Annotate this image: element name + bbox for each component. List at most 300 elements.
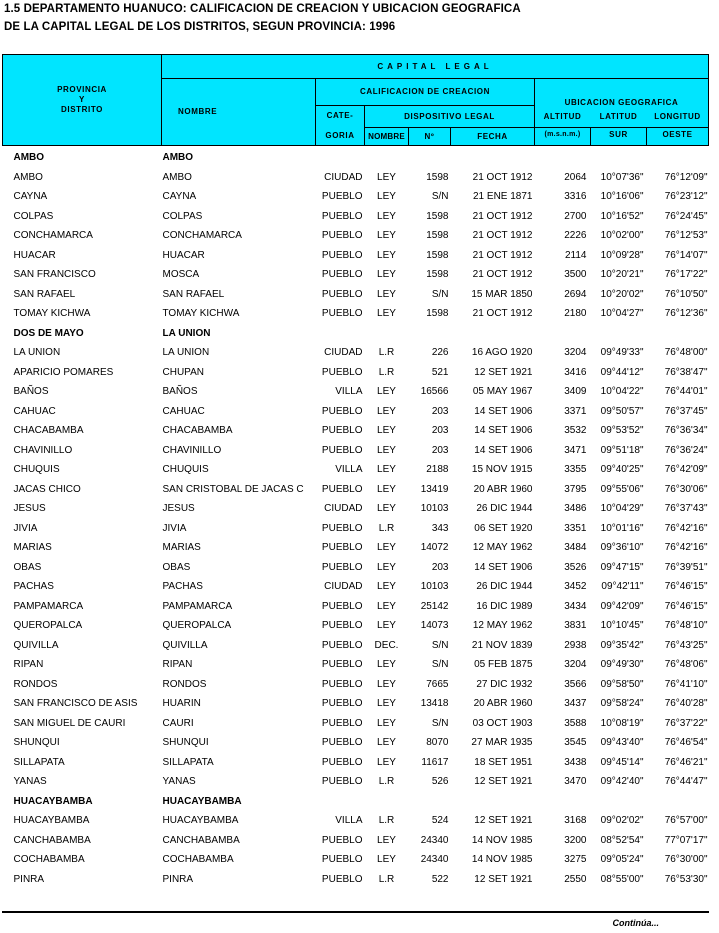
cell-dispositivo: LEY xyxy=(377,854,396,865)
cell-longitud xyxy=(647,324,709,344)
cell-altitud: 3545 xyxy=(564,737,587,748)
cell-provincia: JIVIA xyxy=(13,522,38,534)
cell-nombre: YANAS xyxy=(162,776,196,787)
cell-longitud: 76°23'12" xyxy=(664,191,708,202)
cell-numero: S/N xyxy=(431,639,449,651)
cell-latitud: 09°42'11" xyxy=(601,581,644,592)
table-row xyxy=(3,499,709,519)
header-categoria xyxy=(316,106,365,146)
table-row xyxy=(3,558,709,578)
cell-numero: 203 xyxy=(431,405,449,417)
cell-dispositivo: LEY xyxy=(377,483,396,495)
cell-provincia: CONCHAMARCA xyxy=(13,230,93,241)
cell-latitud: 09°36'10" xyxy=(600,542,644,553)
header-altitud xyxy=(535,112,591,146)
cell-latitud: 10°04'29" xyxy=(600,503,644,514)
cell-numero: 524 xyxy=(431,815,449,826)
cell-latitud xyxy=(591,324,647,344)
cell-longitud: 76°24'45" xyxy=(664,210,708,222)
cell-nombre: TOMAY KICHWA xyxy=(162,308,240,319)
cell-provincia: AMBO xyxy=(13,171,43,183)
table-row xyxy=(3,616,709,636)
table-row xyxy=(3,597,709,617)
header-dispositivo: DISPOSITIVO LEGAL xyxy=(365,106,535,128)
cell-fecha: 03 OCT 1903 xyxy=(472,717,533,729)
cell-latitud: 09°53'52" xyxy=(600,425,644,436)
cell-nombre: HUACAYBAMBA xyxy=(162,815,239,826)
table-row xyxy=(3,207,709,227)
cell-numero xyxy=(409,792,451,812)
cell-numero: S/N xyxy=(431,191,449,202)
cell-categoria: PUEBLO xyxy=(321,269,363,280)
cell-nombre: CHUQUIS xyxy=(162,464,209,475)
cell-categoria: PUEBLO xyxy=(321,230,363,241)
cell-longitud: 76°12'36" xyxy=(664,308,708,319)
table-row xyxy=(3,811,709,831)
cell-numero: 2188 xyxy=(426,464,449,475)
cell-longitud: 76°42'16" xyxy=(664,522,708,534)
cell-longitud: 76°42'09" xyxy=(664,464,708,475)
cell-longitud: 76°37'43" xyxy=(664,503,708,514)
cell-nombre: AMBO xyxy=(162,152,194,163)
cell-altitud: 3484 xyxy=(564,542,587,553)
cell-latitud: 09°42'09" xyxy=(600,600,644,612)
cell-nombre: OBAS xyxy=(162,561,191,573)
cell-altitud: 3416 xyxy=(564,366,587,378)
cell-fecha: 14 SET 1906 xyxy=(474,425,533,436)
cell-numero: 7665 xyxy=(426,678,449,690)
cell-categoria: PUEBLO xyxy=(321,737,363,748)
header-distrito-label: DISTRITO xyxy=(61,105,103,114)
cell-fecha: 12 MAY 1962 xyxy=(472,620,533,631)
cell-latitud: 09°55'06" xyxy=(600,483,644,495)
cell-fecha: 12 MAY 1962 xyxy=(472,542,533,553)
header-latitud xyxy=(591,112,647,146)
table-row xyxy=(3,285,709,305)
cell-latitud: 09°58'24" xyxy=(600,698,644,709)
cell-categoria: PUEBLO xyxy=(321,834,363,846)
cell-dispositivo: LEY xyxy=(377,171,396,183)
cell-provincia: COCHABAMBA xyxy=(13,854,85,865)
cell-altitud xyxy=(535,792,591,812)
cell-numero: 24340 xyxy=(420,854,449,865)
cell-fecha: 21 OCT 1912 xyxy=(472,269,533,280)
cell-longitud: 76°12'09" xyxy=(664,171,708,183)
cell-fecha: 14 SET 1906 xyxy=(474,444,533,456)
header-altitud-label: ALTITUD xyxy=(543,112,582,121)
table-row xyxy=(3,577,709,597)
cell-altitud: 3371 xyxy=(564,405,587,417)
cell-longitud: 76°48'06" xyxy=(664,659,708,670)
cell-latitud: 09°05'24" xyxy=(600,854,644,865)
cell-longitud: 76°48'00" xyxy=(664,347,708,358)
cell-dispositivo: LEY xyxy=(377,405,396,417)
continua-note: Continúa... xyxy=(612,918,659,928)
cell-fecha: 18 SET 1951 xyxy=(474,756,533,768)
header-col-numero: Nº xyxy=(409,128,451,146)
cell-provincia: JACAS CHICO xyxy=(13,483,81,495)
table-row xyxy=(3,246,709,266)
cell-numero: 226 xyxy=(431,347,449,358)
cell-latitud: 10°08'19" xyxy=(600,717,644,729)
cell-dispositivo xyxy=(365,324,409,344)
cell-provincia: CHUQUIS xyxy=(13,464,60,475)
cell-numero: 526 xyxy=(431,776,449,787)
cell-longitud: 76°37'45" xyxy=(664,405,708,417)
cell-provincia: AMBO xyxy=(13,152,45,163)
cell-nombre: RONDOS xyxy=(162,678,207,690)
page-title: 1.5 DEPARTAMENTO HUANUCO: CALIFICACION DE CREACION Y UBICACION GEOGRAFICA xyxy=(4,3,521,15)
cell-categoria: PUEBLO xyxy=(321,210,363,222)
header-categoria-2: GORIA xyxy=(325,130,355,140)
cell-categoria: PUEBLO xyxy=(321,620,363,631)
cell-latitud: 09°35'42" xyxy=(600,639,644,651)
cell-altitud: 3452 xyxy=(564,581,587,592)
cell-provincia: HUACAR xyxy=(13,249,56,261)
table-row xyxy=(3,538,709,558)
header-calificacion: CALIFICACION DE CREACION xyxy=(316,79,535,106)
cell-nombre: AMBO xyxy=(162,171,192,183)
header-altitud-unit: (m.s.n.m.) xyxy=(544,131,581,138)
cell-latitud: 09°58'50" xyxy=(600,678,644,690)
province-group-row xyxy=(3,146,709,168)
cell-provincia: OBAS xyxy=(13,561,42,573)
cell-dispositivo: LEY xyxy=(377,269,396,280)
cell-dispositivo: LEY xyxy=(377,230,396,241)
cell-categoria xyxy=(316,324,365,344)
cell-altitud: 3316 xyxy=(564,191,587,202)
cell-dispositivo: LEY xyxy=(377,659,396,670)
cell-dispositivo: LEY xyxy=(377,620,396,631)
cell-longitud: 76°40'28" xyxy=(664,698,708,709)
cell-categoria: PUEBLO xyxy=(321,698,363,709)
cell-numero: 1598 xyxy=(426,308,449,319)
table-row xyxy=(3,772,709,792)
cell-provincia: HUACAYBAMBA xyxy=(13,795,93,807)
cell-fecha xyxy=(451,792,535,812)
cell-longitud xyxy=(647,792,709,812)
cell-fecha: 15 NOV 1915 xyxy=(471,464,533,475)
cell-provincia: CAYNA xyxy=(13,191,48,202)
table-row xyxy=(3,265,709,285)
cell-categoria: PUEBLO xyxy=(321,249,363,261)
cell-numero xyxy=(409,146,451,168)
cell-latitud xyxy=(591,792,647,812)
header-latitud-label: LATITUD xyxy=(599,112,638,121)
cell-dispositivo: LEY xyxy=(377,678,396,690)
cell-numero: 1598 xyxy=(426,249,449,261)
cell-fecha: 14 SET 1906 xyxy=(474,561,533,573)
cell-numero xyxy=(409,324,451,344)
cell-categoria: PUEBLO xyxy=(321,756,363,768)
cell-categoria: PUEBLO xyxy=(321,366,363,378)
cell-numero: 203 xyxy=(431,425,449,436)
table-row xyxy=(3,187,709,207)
cell-nombre: SILLAPATA xyxy=(162,756,214,768)
cell-altitud: 2114 xyxy=(564,249,587,261)
cell-longitud: 76°44'47" xyxy=(664,776,708,787)
cell-numero: 16566 xyxy=(420,386,449,397)
cell-fecha: 15 MAR 1850 xyxy=(471,288,533,300)
cell-latitud: 10°16'06" xyxy=(600,191,644,202)
cell-categoria: PUEBLO xyxy=(321,522,363,534)
cell-provincia: QUIVILLA xyxy=(13,639,59,651)
cell-longitud: 76°12'53" xyxy=(664,230,708,241)
cell-dispositivo: LEY xyxy=(377,444,396,456)
cell-longitud: 76°41'10" xyxy=(664,678,708,690)
cell-categoria: PUEBLO xyxy=(321,659,363,670)
cell-dispositivo: LEY xyxy=(377,191,396,202)
table-body xyxy=(3,146,709,890)
cell-provincia: SHUNQUI xyxy=(13,737,60,748)
cell-fecha: 27 DIC 1932 xyxy=(476,678,533,690)
cell-nombre: CHUPAN xyxy=(162,366,204,378)
cell-latitud: 09°47'15" xyxy=(600,561,644,573)
cell-fecha: 21 OCT 1912 xyxy=(472,210,533,222)
cell-provincia: CHACABAMBA xyxy=(13,425,84,436)
cell-provincia: SAN RAFAEL xyxy=(13,288,76,300)
cell-categoria: PUEBLO xyxy=(321,678,363,690)
cell-dispositivo: L.R xyxy=(378,776,395,787)
cell-longitud: 76°53'30" xyxy=(664,873,708,885)
cell-altitud: 3437 xyxy=(564,698,587,709)
table-row xyxy=(3,694,709,714)
cell-categoria: PUEBLO xyxy=(321,405,363,417)
cell-nombre: BAÑOS xyxy=(162,386,198,397)
cell-numero: 522 xyxy=(431,873,449,885)
cell-fecha: 27 MAR 1935 xyxy=(471,737,533,748)
cell-provincia: SAN FRANCISCO xyxy=(13,269,96,280)
cell-categoria: VILLA xyxy=(335,464,363,475)
cell-latitud: 10°10'45" xyxy=(600,620,644,631)
cell-numero: 203 xyxy=(431,561,449,573)
cell-fecha: 16 AGO 1920 xyxy=(471,347,533,358)
table-row xyxy=(3,226,709,246)
cell-provincia: CHAVINILLO xyxy=(13,444,73,456)
cell-dispositivo: L.R xyxy=(378,815,395,826)
cell-categoria: PUEBLO xyxy=(321,561,363,573)
cell-fecha: 21 OCT 1912 xyxy=(472,308,533,319)
table-row xyxy=(3,402,709,422)
cell-nombre: PAMPAMARCA xyxy=(162,600,233,612)
cell-categoria xyxy=(316,146,365,168)
cell-fecha: 21 OCT 1912 xyxy=(472,171,533,183)
cell-nombre: QUIVILLA xyxy=(162,639,208,651)
footer-divider xyxy=(2,911,709,913)
cell-latitud: 08°52'54" xyxy=(600,834,644,846)
cell-dispositivo: LEY xyxy=(377,542,396,553)
cell-numero: 13418 xyxy=(420,698,449,709)
cell-numero: 10103 xyxy=(420,503,449,514)
cell-dispositivo: LEY xyxy=(377,288,396,300)
cell-latitud: 09°40'25" xyxy=(600,464,644,475)
cell-numero: 1598 xyxy=(426,269,449,280)
header-provincia-label: PROVINCIA xyxy=(57,85,107,94)
cell-dispositivo: LEY xyxy=(377,834,396,846)
cell-nombre: SAN RAFAEL xyxy=(162,288,225,300)
cell-nombre: HUACAYBAMBA xyxy=(162,795,242,807)
cell-latitud: 10°09'28" xyxy=(600,249,644,261)
cell-fecha: 16 DIC 1989 xyxy=(476,600,533,612)
table-row xyxy=(3,636,709,656)
table-row xyxy=(3,363,709,383)
cell-altitud: 3355 xyxy=(564,464,587,475)
cell-nombre: CHAVINILLO xyxy=(162,444,222,456)
cell-longitud: 76°14'07" xyxy=(664,249,708,261)
cell-provincia: SAN FRANCISCO DE ASIS xyxy=(13,698,138,709)
cell-categoria xyxy=(316,792,365,812)
table-row xyxy=(3,382,709,402)
cell-nombre: SHUNQUI xyxy=(162,737,209,748)
cell-nombre: SAN CRISTOBAL DE JACAS C xyxy=(162,483,304,495)
cell-dispositivo: LEY xyxy=(377,561,396,573)
cell-longitud: 76°46'15" xyxy=(664,600,708,612)
cell-longitud: 77°07'17" xyxy=(664,834,708,846)
cell-fecha: 12 SET 1921 xyxy=(474,815,533,826)
cell-provincia: PINRA xyxy=(13,873,45,885)
cell-longitud: 76°43'25" xyxy=(664,639,708,651)
cell-altitud: 3500 xyxy=(564,269,587,280)
cell-numero: 14073 xyxy=(420,620,449,631)
cell-altitud: 2550 xyxy=(564,873,587,885)
cell-latitud: 09°44'12" xyxy=(600,366,644,378)
table-row xyxy=(3,519,709,539)
cell-nombre: HUACAR xyxy=(162,249,205,261)
cell-nombre: CHACABAMBA xyxy=(162,425,233,436)
cell-numero: 8070 xyxy=(426,737,449,748)
cell-numero: 203 xyxy=(431,444,449,456)
table-row xyxy=(3,460,709,480)
cell-fecha: 21 ENE 1871 xyxy=(473,191,533,202)
cell-longitud: 76°10'50" xyxy=(664,288,708,300)
cell-altitud: 2700 xyxy=(564,210,587,222)
cell-nombre: CAURI xyxy=(162,717,194,729)
cell-nombre: JESUS xyxy=(162,503,195,514)
cell-altitud: 2064 xyxy=(564,171,587,183)
cell-longitud: 76°46'15" xyxy=(664,581,708,592)
cell-longitud: 76°36'34" xyxy=(664,425,708,436)
cell-altitud: 3409 xyxy=(564,386,587,397)
table-row xyxy=(3,480,709,500)
cell-nombre: CAHUAC xyxy=(162,405,205,417)
cell-nombre: RIPAN xyxy=(162,659,193,670)
cell-nombre: PACHAS xyxy=(162,581,203,592)
cell-numero: 521 xyxy=(431,366,449,378)
cell-nombre: MOSCA xyxy=(162,269,200,280)
cell-provincia: PACHAS xyxy=(13,581,54,592)
cell-fecha: 26 DIC 1944 xyxy=(476,581,533,592)
cell-provincia: COLPAS xyxy=(13,210,54,222)
cell-dispositivo: LEY xyxy=(377,503,396,514)
cell-categoria: PUEBLO xyxy=(321,776,363,787)
header-provincia xyxy=(3,55,162,146)
table-row xyxy=(3,870,709,890)
cell-numero: 343 xyxy=(431,522,449,534)
cell-latitud: 10°04'27" xyxy=(600,308,644,319)
cell-provincia: HUACAYBAMBA xyxy=(13,815,90,826)
header-col-nombre: NOMBRE xyxy=(365,128,409,146)
cell-longitud: 76°46'54" xyxy=(664,737,708,748)
cell-categoria: PUEBLO xyxy=(321,191,363,202)
cell-dispositivo: LEY xyxy=(377,581,396,592)
cell-numero: 10103 xyxy=(420,581,449,592)
cell-latitud: 09°43'40" xyxy=(600,737,644,748)
header-longitud-label: LONGITUD xyxy=(654,112,701,121)
cell-provincia: CAHUAC xyxy=(13,405,56,417)
cell-numero: 25142 xyxy=(420,600,449,612)
table-row xyxy=(3,831,709,851)
cell-fecha xyxy=(451,146,535,168)
cell-latitud: 10°01'16" xyxy=(600,522,644,534)
cell-dispositivo: LEY xyxy=(377,464,396,475)
cell-dispositivo: L.R xyxy=(378,522,395,534)
cell-fecha xyxy=(451,324,535,344)
cell-numero: 14072 xyxy=(420,542,449,553)
header-nombre: NOMBRE xyxy=(162,79,316,146)
cell-provincia: PAMPAMARCA xyxy=(13,600,84,612)
cell-nombre: COLPAS xyxy=(162,210,203,222)
cell-provincia: APARICIO POMARES xyxy=(13,366,114,378)
cell-nombre: CONCHAMARCA xyxy=(162,230,242,241)
cell-nombre: JIVIA xyxy=(162,522,187,534)
cell-fecha: 14 NOV 1985 xyxy=(471,854,533,865)
cell-dispositivo: LEY xyxy=(377,737,396,748)
cell-latitud: 10°16'52" xyxy=(600,210,644,222)
cell-altitud: 3588 xyxy=(564,717,587,729)
cell-latitud: 10°07'36" xyxy=(600,171,644,183)
province-group-row xyxy=(3,324,709,344)
cell-latitud: 08°55'00" xyxy=(600,873,644,885)
cell-dispositivo: L.R xyxy=(378,873,395,885)
table-row xyxy=(3,675,709,695)
cell-provincia: BAÑOS xyxy=(13,386,49,397)
cell-nombre: CANCHABAMBA xyxy=(162,834,240,846)
cell-altitud: 3204 xyxy=(564,659,587,670)
table-row xyxy=(3,343,709,363)
cell-longitud: 76°36'24" xyxy=(664,444,708,456)
table-row xyxy=(3,733,709,753)
cell-fecha: 26 DIC 1944 xyxy=(476,503,533,514)
cell-fecha: 21 OCT 1912 xyxy=(472,230,533,241)
cell-provincia: LA UNION xyxy=(13,347,61,358)
cell-nombre: MARIAS xyxy=(162,542,201,553)
cell-fecha: 12 SET 1921 xyxy=(474,873,533,885)
cell-altitud: 3470 xyxy=(564,776,587,787)
cell-longitud: 76°57'00" xyxy=(664,815,708,826)
cell-provincia: QUEROPALCA xyxy=(13,620,83,631)
cell-longitud: 76°37'22" xyxy=(664,717,708,729)
cell-altitud: 3526 xyxy=(564,561,587,573)
cell-longitud: 76°30'06" xyxy=(664,483,708,495)
cell-altitud xyxy=(535,146,591,168)
header-longitud-oeste: OESTE xyxy=(662,130,693,139)
cell-altitud: 2226 xyxy=(564,230,587,241)
header-y-label: Y xyxy=(79,95,85,104)
cell-longitud xyxy=(647,146,709,168)
cell-numero: S/N xyxy=(431,288,449,300)
cell-altitud xyxy=(535,324,591,344)
cell-numero: S/N xyxy=(431,659,449,670)
cell-fecha: 21 OCT 1912 xyxy=(472,249,533,261)
cell-fecha: 14 SET 1906 xyxy=(474,405,533,417)
cell-nombre: HUARIN xyxy=(162,698,201,709)
cell-numero: 1598 xyxy=(426,171,449,183)
cell-categoria: PUEBLO xyxy=(321,717,363,729)
cell-fecha: 05 MAY 1967 xyxy=(472,386,533,397)
cell-numero: 24340 xyxy=(420,834,449,846)
cell-categoria: PUEBLO xyxy=(321,542,363,553)
cell-latitud: 09°49'30" xyxy=(600,659,644,670)
